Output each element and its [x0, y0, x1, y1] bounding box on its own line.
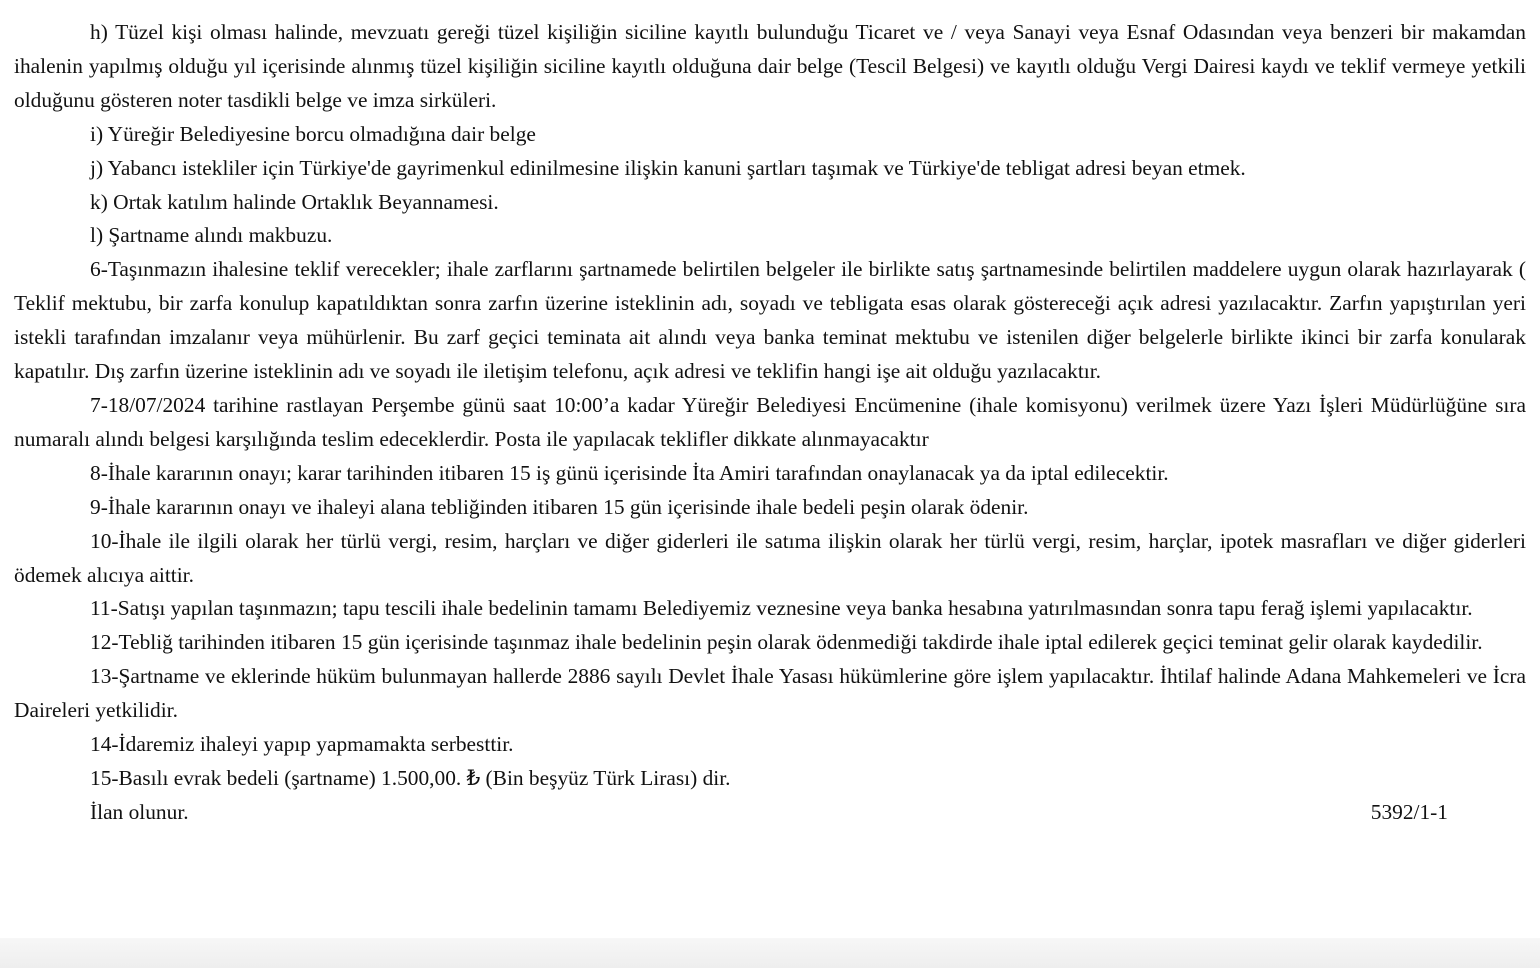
clause-13: 13-Şartname ve eklerinde hüküm bulunmayan hallerde 2886 sayılı Devlet İhale Yasası hükümlerine göre işlem yapılacaktır. İhtilaf halinde Adana Mahkemeleri ve İcra Daireleri yetkilidir.	[14, 664, 1526, 723]
closing-text: İlan olunur.	[90, 799, 189, 824]
closing-line	[14, 796, 1526, 830]
clause-15: 15-Basılı evrak bedeli (şartname) 1.500,00. ₺ (Bin beşyüz Türk Lirası) dir.	[90, 765, 731, 790]
clause-h: h) Tüzel kişi olması halinde, mevzuatı gereği tüzel kişiliğin siciline kayıtlı bulunduğu Ticaret ve / veya Sanayi veya Esnaf Odasından veya benzeri bir makamdan ihalenin yapılmış olduğu yıl içerisinde alınmış tüzel kişiliğin siciline kayıtlı olduğuna dair belge (Tescil Belgesi) ve kayıtlı olduğu Vergi Dairesi kaydı ve teklif vermeye yetkili olduğunu gösteren noter tasdikli belge ve imza sirküleri.	[14, 20, 1526, 112]
clause-l: l) Şartname alındı makbuzu.	[90, 223, 333, 248]
announcement-body	[14, 16, 1526, 830]
clause-9: 9-İhale kararının onayı ve ihaleyi alana tebliğinden itibaren 15 gün içerisinde ihale bedeli peşin olarak ödenir.	[90, 494, 1029, 519]
clause-i: i) Yüreğir Belediyesine borcu olmadığına dair belge	[90, 121, 536, 146]
clause-14: 14-İdaremiz ihaleyi yapıp yapmamakta serbesttir.	[90, 732, 514, 757]
clause-j: j) Yabancı istekliler için Türkiye'de gayrimenkul edinilmesine ilişkin kanuni şartları taşımak ve Türkiye'de tebligat adresi beyan etmek.	[90, 155, 1246, 180]
reference-code: 5392/1-1	[1370, 799, 1448, 824]
clause-12: 12-Tebliğ tarihinden itibaren 15 gün içerisinde taşınmaz ihale bedelinin peşin olarak ödenmediği takdirde ihale iptal edilerek geçici teminat gelir olarak kaydedilir.	[90, 630, 1483, 655]
clause-7: 7-18/07/2024 tarihine rastlayan Perşembe günü saat 10:00’a kadar Yüreğir Belediyesi Encümenine (ihale komisyonu) verilmek üzere Yazı İşleri Müdürlüğüne sıra numaralı alındı belgesi karşılığında teslim edeceklerdir. Posta ile yapılacak teklifler dikkate alınmayacaktır	[14, 392, 1526, 451]
clause-k: k) Ortak katılım halinde Ortaklık Beyannamesi.	[90, 189, 499, 214]
clause-6: 6-Taşınmazın ihalesine teklif verecekler; ihale zarflarını şartnamede belirtilen belgeler ile birlikte satış şartnamesinde belirtilen maddelere uygun olarak hazırlayarak ( Teklif mektubu, bir zarfa konulup kapatıldıktan sonra zarfın üzerine isteklinin adı, soyadı ve tebligata esas olarak göstereceği açık adresi yazılacaktır. Zarfın yapıştırılan yeri istekli tarafından imzalanır veya mühürlenir. Bu zarf geçici teminata ait alındı veya banka teminat mektubu ve istenilen diğer belgelerle birlikte ikinci bir zarfa konularak kapatılır. Dış zarfın üzerine isteklinin adı ve soyadı ile iletişim telefonu, açık adresi ve teklifin hangi işe ait olduğu yazılacaktır.	[14, 257, 1526, 384]
clause-10: 10-İhale ile ilgili olarak her türlü vergi, resim, harçları ve diğer giderleri ile satıma ilişkin olarak her türlü vergi, resim, harçlar, ipotek masrafları ve diğer giderleri ödemek alıcıya aittir.	[14, 528, 1526, 587]
clause-11: 11-Satışı yapılan taşınmazın; tapu tescili ihale bedelinin tamamı Belediyemiz veznesine veya banka hesabına yatırılmasından sonra tapu ferağ işlemi yapılacaktır.	[90, 596, 1473, 621]
page-bottom-band	[0, 938, 1540, 968]
clause-8: 8-İhale kararının onayı; karar tarihinden itibaren 15 iş günü içerisinde İta Amiri tarafından onaylanacak ya da iptal edilecektir.	[90, 460, 1169, 485]
